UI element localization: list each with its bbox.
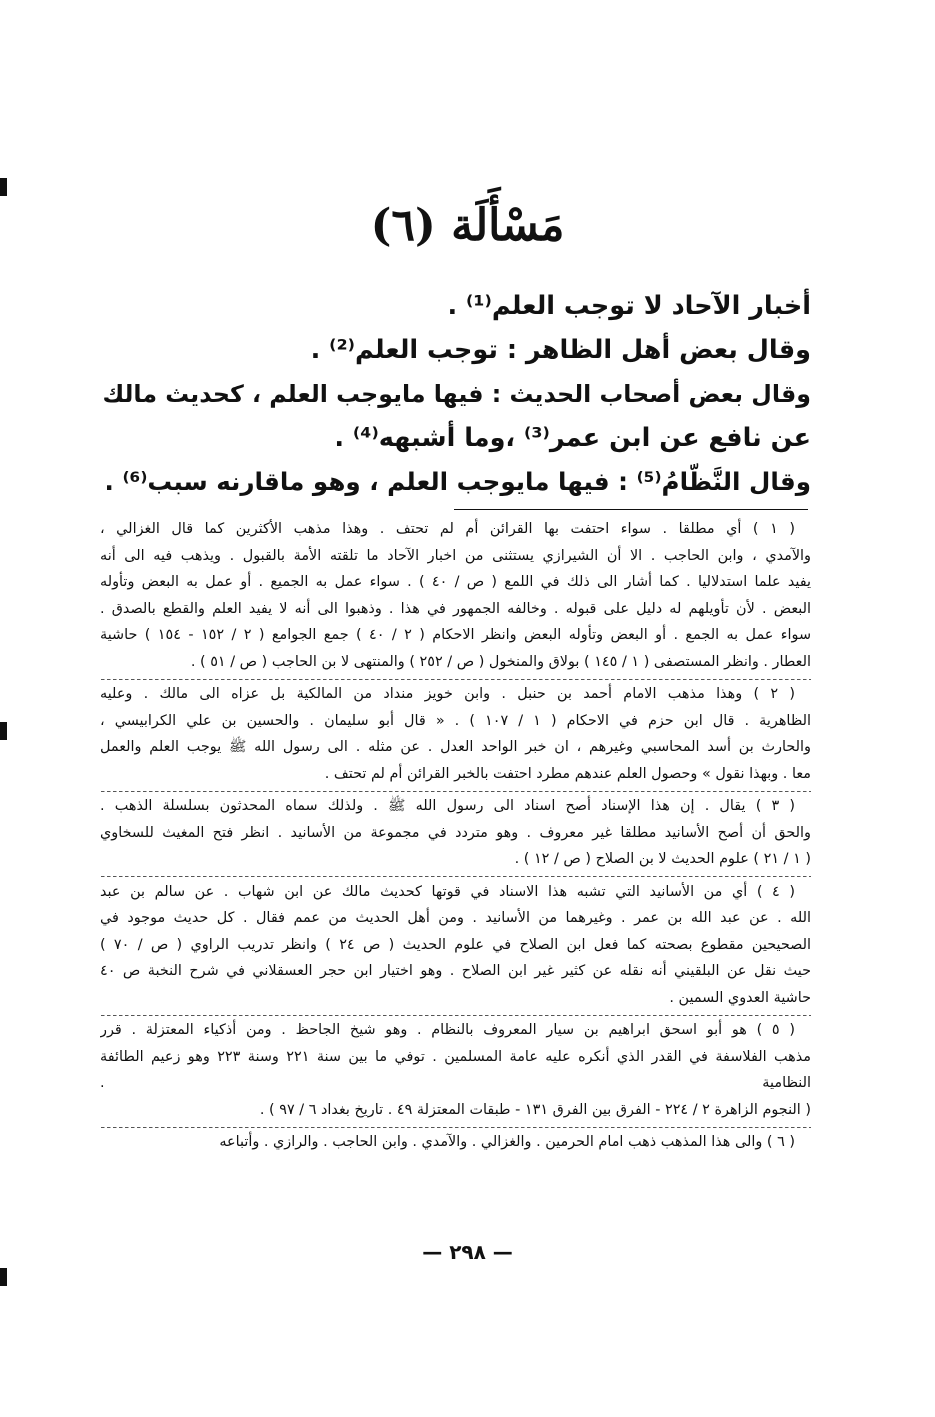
footnote-line: حيث نقل عن البلقيني أنه نقله عن كثير غير ابن الصلاح . وهو اختيار ابن حجر العسقلاني في شرح النخبة ص ٤٠ xyxy=(100,963,811,979)
main-text-line: وقال النَّظّامُ⁽⁵⁾ : فيها مايوجب العلم ، وهو ماقارنه سبب⁽⁶⁾ . xyxy=(104,467,811,496)
footnote-line: ( النجوم الزاهرة ٢ / ٢٢٤ - الفرق بين الفرق ١٣١ - طبقات المعتزلة ٤٩ . تاريخ بغداد ٦ / ٩٧ ) . xyxy=(259,1101,811,1118)
footnote-line: حاشية العدوي السمين . xyxy=(669,989,811,1006)
footnote xyxy=(100,681,811,787)
page-edge-mark xyxy=(0,722,7,740)
section-heading: مَسْأَلَة (٦) xyxy=(370,200,565,251)
footnote-line: ( ٣ ) يقال . إن هذا الإسناد أصح اسناد الى رسول الله ﷺ . ولذلك سماه المحدثون بسلسلة الذهب . xyxy=(100,798,795,814)
footnote xyxy=(100,793,811,873)
footnote xyxy=(100,1017,811,1123)
footnote-line: الظاهرية . قال ابن حزم في الاحكام ( ١ / ١٠٧ ) . « قال أبو سليمان . والحسين بن علي الكرابيسي ، xyxy=(100,712,811,729)
main-text-line: عن نافع عن ابن عمر⁽³⁾ ،وما أشبهه⁽⁴⁾ . xyxy=(334,423,811,453)
footnote-line: ( ٥ ) هو أبو اسحق ابراهيم بن سيار المعروف بالنظام . وهو شيخ الجاحظ . ومن أذكياء المعتزلة . قرر xyxy=(100,1022,795,1038)
footnote-line: الصحيحين مقطوع بصحته كما فعل ابن الصلاح في علوم الحديث ( ص ٢٤ ) وانظر تدريب الراوي ( ص / ٧٠ ) xyxy=(100,936,811,953)
footnote-line: مذهب الفلاسفة في القدر الذي أنكره عليه عامة المسلمين . توفي ما بين سنة ٢٢١ وسنة ٢٢٣ وهو زعيم الطائفة xyxy=(100,1048,811,1065)
footnote-line: النظامية . xyxy=(100,1075,811,1091)
footnote-separator xyxy=(100,790,811,792)
main-text-line: وقال بعض أهل الظاهر : توجب العلم⁽²⁾ . xyxy=(310,335,811,365)
footnote-line: والحارث بن أسد المحاسبي وغيرهم ، ان خبر الواحد العدل . عن مثله . الى رسول الله ﷺ يوجب العلم والعمل xyxy=(100,739,811,755)
footnote-line: ( ١ / ٢١ ) علوم الحديث لا بن الصلاح ( ص / ١٢ ) . xyxy=(514,851,811,867)
footnote-line: سواء عمل به الجمع . أو البعض وتأوله البعض وانظر الاحكام ( ٢ / ٤٠ ) جمع الجوامع ( ٢ / ١٥٢ - ١٥٤ ) حاشية xyxy=(100,627,811,643)
footnote-line: معا . وبهذا نقول » وحصول العلم عندهم مطرد احتفت بالخبر القرائن أم لم تحتف . xyxy=(324,765,811,782)
main-text-line: وقال بعض أصحاب الحديث : فيها مايوجب العلم ، كحديث مالك xyxy=(102,380,811,408)
footnotes xyxy=(100,516,811,1156)
page-number: — ٢٩٨ — xyxy=(422,1240,513,1264)
footnote-line: والحق أن أصح الأسانيد مطلقا غير معروف . وهو متردد في مجموعة من الأسانيد . انظر فتح المغيث للسخاوي xyxy=(100,824,811,841)
footnote-line: العطار . وانظر المستصفى ( ١ / ١٤٥ ) بولاق والمنخول ( ص / ٢٥٢ ) والمنتهى لا بن الحاجب ( ص / ٥١ ) . xyxy=(190,653,811,670)
footnote-line: ( ٢ ) وهذا مذهب الامام أحمد بن حنبل . وابن خويز منداد من المالكية بل عزاه الى مالك . وعليه xyxy=(100,686,795,702)
footnote-separator xyxy=(100,1126,811,1128)
footnote xyxy=(100,516,811,675)
footnote-line: الله . عن عبد الله بن عمر . وغيرهما من الأسانيد . ومن أهل الحديث من عمم فقال . كل حديث موجود في xyxy=(100,910,811,926)
footnote-line: يفيد علما استدلاليا . كما أشار الى ذلك في اللمع ( ص / ٤٠ ) . سواء عمل به الجميع . أو عمل به البعض وتأوله xyxy=(100,574,811,590)
footnote xyxy=(100,879,811,1012)
footnote-divider xyxy=(454,509,808,510)
footnote-line: ( ٦ ) والى هذا المذهب ذهب امام الحرمين . والغزالي . والآمدي . وابن الحاجب . والرازي . وأتباعه xyxy=(219,1134,795,1150)
footnote-separator xyxy=(100,678,811,680)
main-text xyxy=(100,284,811,504)
page-edge-mark xyxy=(0,1268,7,1286)
footnote-line: البعض . لأن تأويلهم له دليل على قبوله . وخالفه الجمهور في هذا . وذهبوا الى أنه لا يفيد العلم والقطع بالصدق . xyxy=(100,600,811,617)
footnote xyxy=(100,1129,811,1156)
main-text-line: أخبار الآحاد لا توجب العلم⁽¹⁾ . xyxy=(447,291,811,321)
footnote-line: ( ١ ) أي مطلقا . سواء احتفت بها القرائن أم لم تحتف . وهذا مذهب الأكثرين كما قال الغزالي ، xyxy=(100,521,796,537)
footnote-line: والآمدي ، وابن الحاجب . الا أن الشيرازي يستثنى من اخبار الآحاد ما تلقته الأمة بالقبول . ويذهب فيه الى أنه xyxy=(100,547,811,564)
footnote-separator xyxy=(100,1014,811,1016)
page-edge-mark xyxy=(0,178,7,196)
footnote-separator xyxy=(100,876,811,878)
footnote-line: ( ٤ ) أي من الأسانيد التي تشبه هذا الاسناد في قوتها كحديث مالك عن ابن شهاب . عن سالم بن عبد xyxy=(100,883,795,900)
